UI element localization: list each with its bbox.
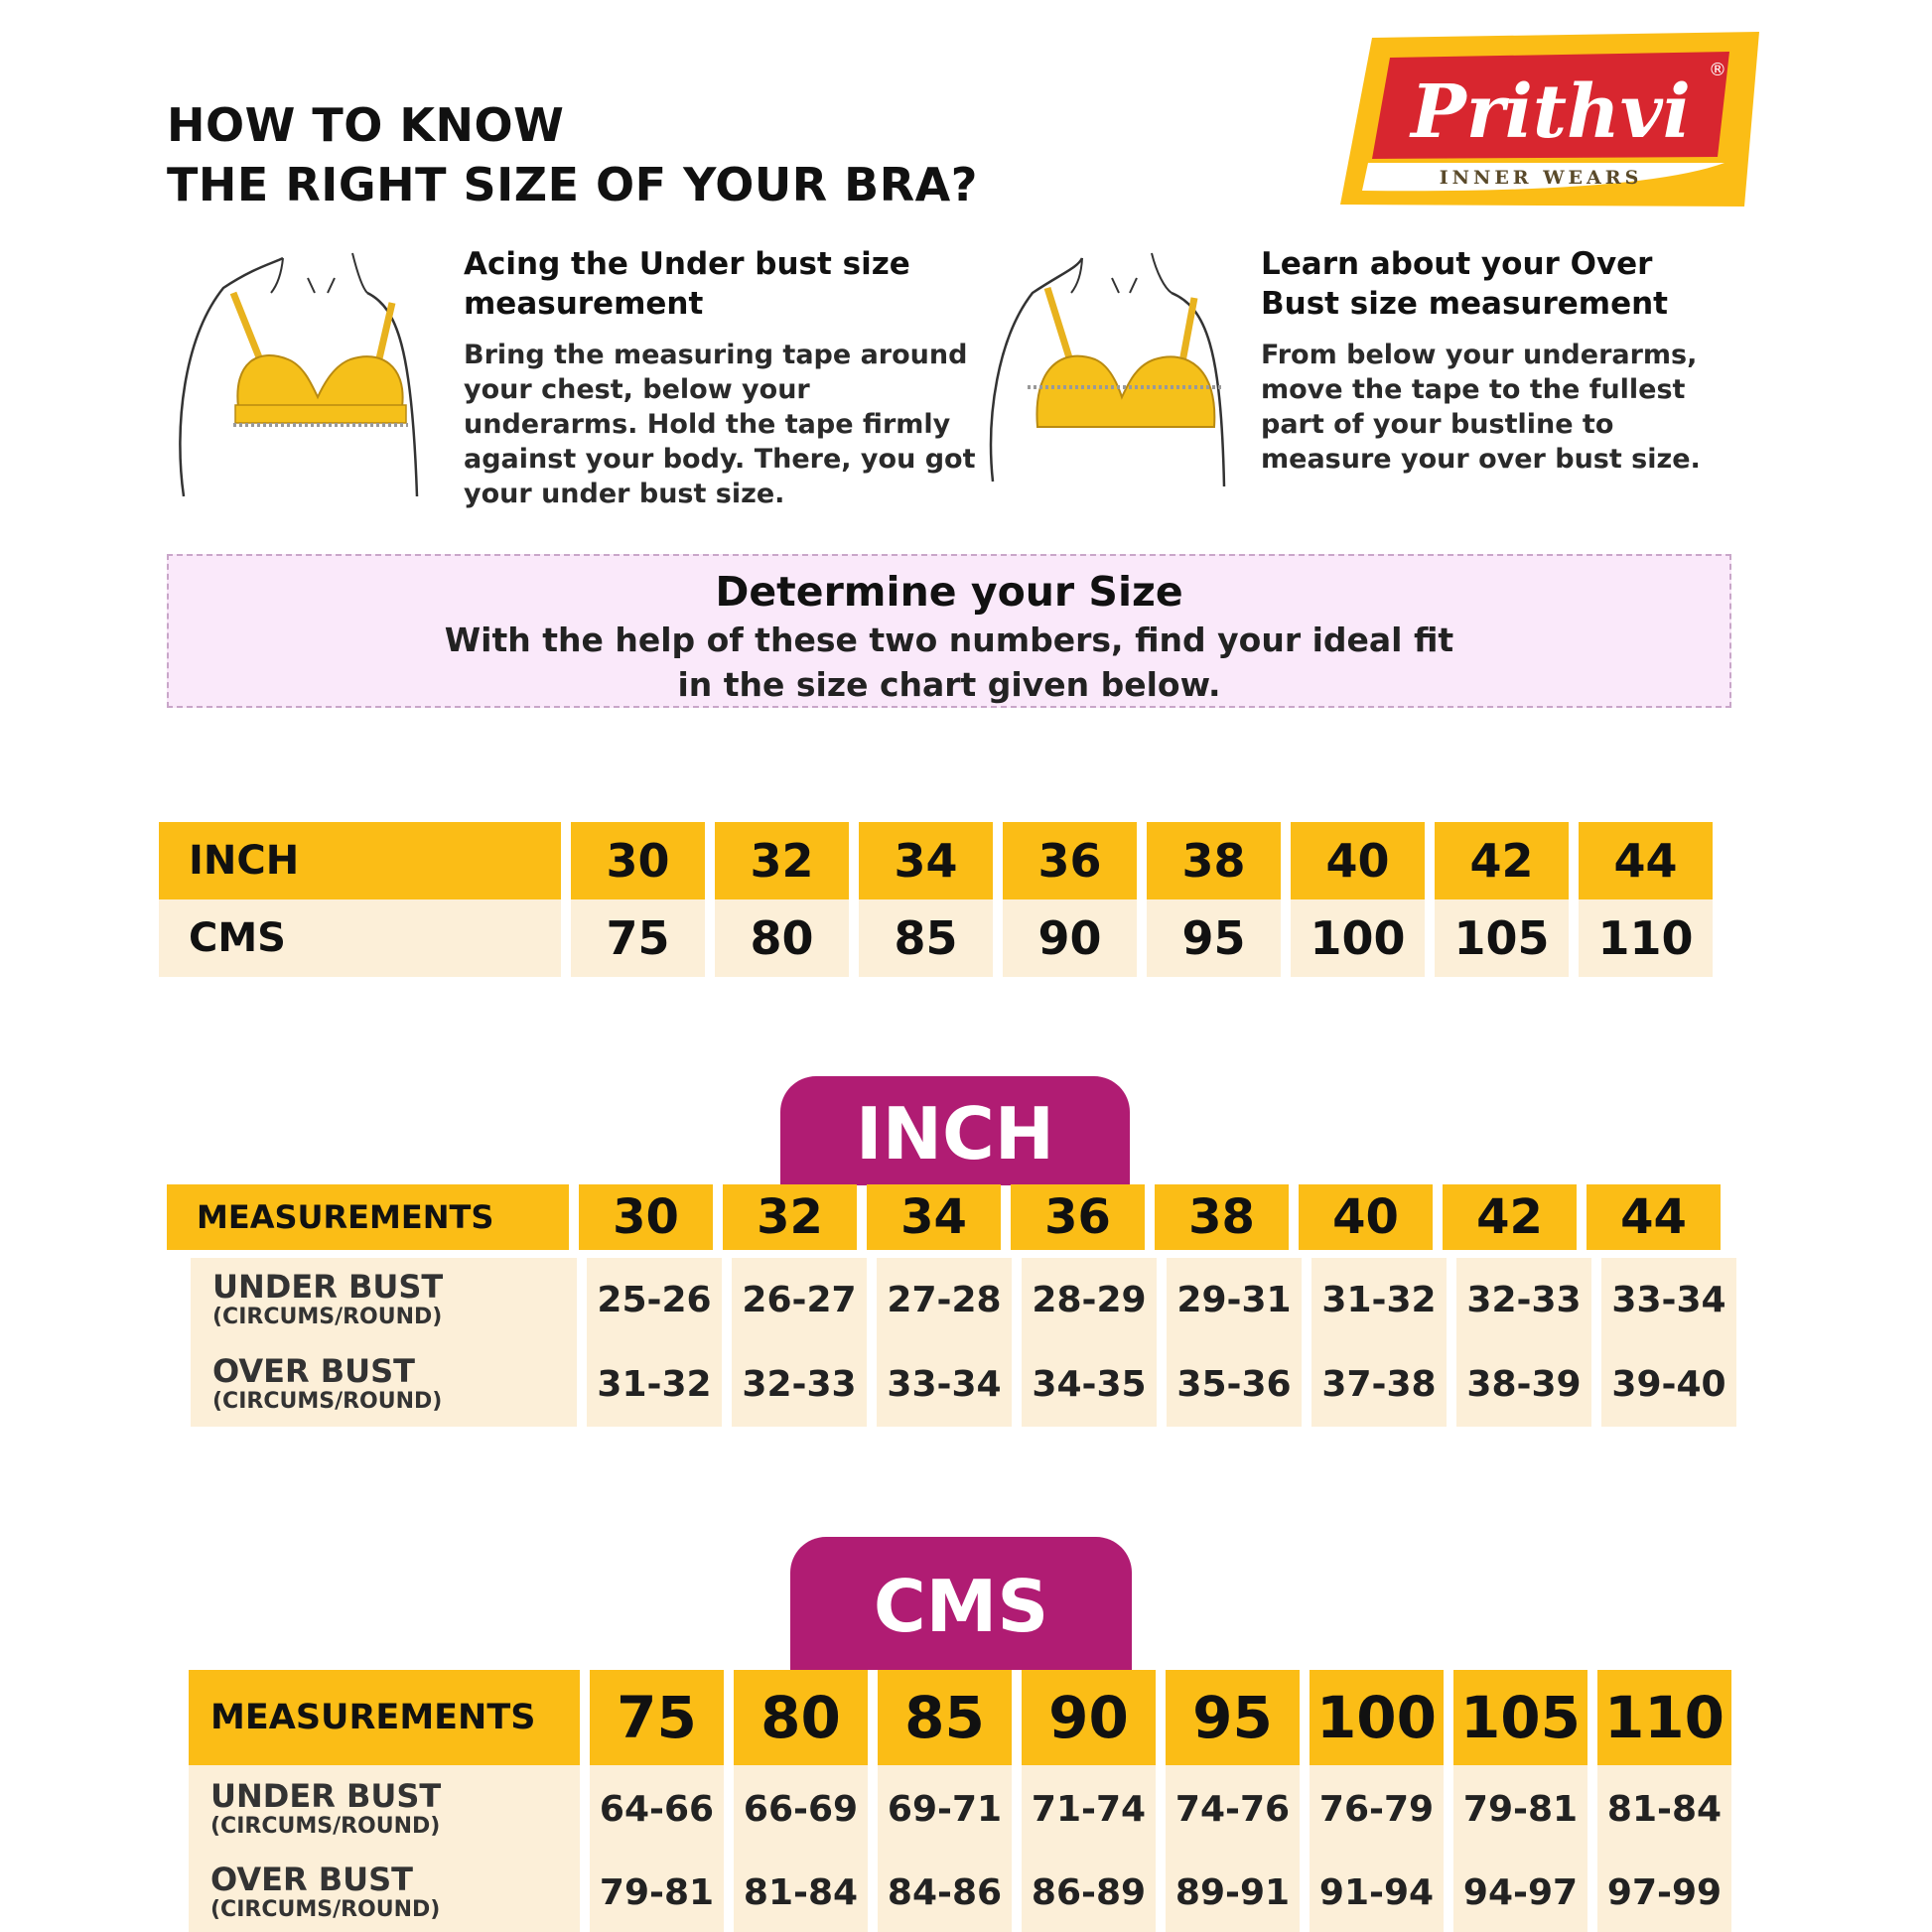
conversion-cms-cell: 90 <box>1003 899 1137 977</box>
cms-over-bust-label-main: OVER BUST <box>210 1861 413 1898</box>
conversion-cms-cell: 80 <box>715 899 849 977</box>
conversion-inch-cell: 44 <box>1579 822 1713 899</box>
inch-under-bust-label-main: UNDER BUST <box>212 1268 444 1306</box>
inch-under-bust-label <box>191 1258 577 1341</box>
conversion-inch-cell: 42 <box>1435 822 1569 899</box>
over-bust-body: From below your underarms, move the tape to the fullest part of your bustline to measure your over bust size. <box>1261 340 1701 475</box>
inch-cms-conversion-table <box>159 822 1747 977</box>
conversion-cms-cell: 95 <box>1147 899 1281 977</box>
cms-over-bust-cell: 91-94 <box>1310 1853 1444 1932</box>
inch-over-bust-cell: 31-32 <box>587 1341 722 1427</box>
cms-under-bust-cell: 71-74 <box>1022 1765 1156 1853</box>
inch-over-bust-cell: 32-33 <box>732 1341 867 1427</box>
cms-under-bust-label-sub: (CIRCUMS/ROUND) <box>210 1814 441 1839</box>
determine-line-2: in the size chart given below. <box>677 665 1221 704</box>
inch-over-bust-row <box>191 1341 1755 1427</box>
cms-table-size-cell: 110 <box>1597 1670 1731 1765</box>
cms-over-bust-label-sub: (CIRCUMS/ROUND) <box>210 1897 441 1922</box>
cms-table-tab: CMS <box>790 1537 1132 1670</box>
inch-under-bust-cell: 26-27 <box>732 1258 867 1341</box>
cms-under-bust-cell: 66-69 <box>734 1765 868 1853</box>
cms-over-bust-cell: 81-84 <box>734 1853 868 1932</box>
cms-table-size-cell: 90 <box>1022 1670 1156 1765</box>
inch-table-size-cell: 42 <box>1443 1184 1577 1250</box>
cms-over-bust-cell: 84-86 <box>878 1853 1012 1932</box>
inch-under-bust-cell: 32-33 <box>1456 1258 1591 1341</box>
cms-over-bust-row <box>189 1853 1777 1932</box>
inch-under-bust-cell: 29-31 <box>1167 1258 1302 1341</box>
inch-under-bust-cell: 27-28 <box>877 1258 1012 1341</box>
inch-under-bust-label-sub: (CIRCUMS/ROUND) <box>212 1305 443 1329</box>
determine-line-1: With the help of these two numbers, find your ideal fit <box>444 621 1454 659</box>
inch-over-bust-cell: 35-36 <box>1167 1341 1302 1427</box>
conversion-inch-row <box>159 822 1747 899</box>
under-bust-heading: Acing the Under bust size measurement <box>464 246 910 322</box>
conversion-inch-cell: 36 <box>1003 822 1137 899</box>
cms-under-bust-cell: 64-66 <box>590 1765 724 1853</box>
conversion-cms-label: CMS <box>159 899 561 977</box>
cms-under-bust-cell: 81-84 <box>1597 1765 1731 1853</box>
title-line-1: HOW TO KNOW <box>167 98 565 152</box>
determine-title: Determine your Size <box>715 568 1183 616</box>
logo-tagline: INNER WEARS <box>1439 167 1643 189</box>
conversion-inch-cell: 40 <box>1291 822 1425 899</box>
title-line-2: THE RIGHT SIZE OF YOUR BRA? <box>167 158 978 211</box>
inch-table-size-cell: 38 <box>1155 1184 1289 1250</box>
cms-over-bust-cell: 89-91 <box>1166 1853 1300 1932</box>
cms-under-bust-cell: 79-81 <box>1453 1765 1587 1853</box>
over-bust-illustration <box>978 248 1246 506</box>
conversion-cms-cell: 100 <box>1291 899 1425 977</box>
under-bust-instructions <box>464 244 980 511</box>
cms-table-size-cell: 100 <box>1310 1670 1444 1765</box>
conversion-cms-cell: 105 <box>1435 899 1569 977</box>
cms-table-size-cell: 105 <box>1453 1670 1587 1765</box>
inch-over-bust-cell: 33-34 <box>877 1341 1012 1427</box>
inch-under-bust-cell: 33-34 <box>1601 1258 1736 1341</box>
inch-table-tab: INCH <box>780 1076 1130 1185</box>
inch-table-header-label: MEASUREMENTS <box>167 1184 569 1250</box>
inch-under-bust-cell: 31-32 <box>1311 1258 1447 1341</box>
conversion-inch-cell: 30 <box>571 822 705 899</box>
inch-table-size-cell: 34 <box>867 1184 1001 1250</box>
inch-table-size-cell: 36 <box>1011 1184 1145 1250</box>
inch-under-bust-row <box>191 1250 1755 1341</box>
inch-under-bust-cell: 28-29 <box>1022 1258 1157 1341</box>
inch-table-size-cell: 40 <box>1299 1184 1433 1250</box>
cms-under-bust-cell: 69-71 <box>878 1765 1012 1853</box>
conversion-inch-cell: 38 <box>1147 822 1281 899</box>
conversion-inch-cell: 32 <box>715 822 849 899</box>
conversion-cms-row <box>159 899 1747 977</box>
cms-under-bust-row <box>189 1765 1777 1853</box>
cms-under-bust-label <box>189 1765 580 1853</box>
inch-table-header-row <box>167 1184 1755 1250</box>
cms-size-table <box>189 1670 1777 1932</box>
determine-size-box <box>167 554 1731 708</box>
inch-over-bust-cell: 34-35 <box>1022 1341 1157 1427</box>
conversion-inch-label: INCH <box>159 822 561 899</box>
over-bust-heading: Learn about your Over Bust size measurement <box>1261 246 1668 322</box>
cms-table-size-cell: 80 <box>734 1670 868 1765</box>
inch-over-bust-cell: 39-40 <box>1601 1341 1736 1427</box>
inch-table-size-cell: 44 <box>1587 1184 1721 1250</box>
cms-over-bust-cell: 97-99 <box>1597 1853 1731 1932</box>
inch-table-size-cell: 32 <box>723 1184 857 1250</box>
page-title <box>167 95 978 214</box>
cms-table-size-cell: 95 <box>1166 1670 1300 1765</box>
logo-brand-text: Prithvi <box>1411 69 1691 155</box>
conversion-cms-cell: 75 <box>571 899 705 977</box>
prithvi-logo <box>1332 30 1769 208</box>
cms-table-header-label: MEASUREMENTS <box>189 1670 580 1765</box>
inch-over-bust-cell: 38-39 <box>1456 1341 1591 1427</box>
inch-over-bust-cell: 37-38 <box>1311 1341 1447 1427</box>
cms-table-size-cell: 75 <box>590 1670 724 1765</box>
cms-over-bust-label <box>189 1853 580 1932</box>
cms-under-bust-cell: 74-76 <box>1166 1765 1300 1853</box>
logo-registered-mark: ® <box>1709 60 1726 80</box>
inch-over-bust-label-sub: (CIRCUMS/ROUND) <box>212 1389 443 1414</box>
cms-under-bust-label-main: UNDER BUST <box>210 1777 442 1815</box>
cms-table-header-row <box>189 1670 1777 1765</box>
inch-under-bust-cell: 25-26 <box>587 1258 722 1341</box>
under-bust-body: Bring the measuring tape around your chest, below your underarms. Hold the tape firmly against your body. There, you got your under bust size. <box>464 340 976 509</box>
cms-over-bust-cell: 79-81 <box>590 1853 724 1932</box>
over-bust-instructions <box>1261 244 1737 477</box>
inch-table-size-cell: 30 <box>579 1184 713 1250</box>
inch-over-bust-label <box>191 1341 577 1427</box>
conversion-cms-cell: 85 <box>859 899 993 977</box>
cms-over-bust-cell: 86-89 <box>1022 1853 1156 1932</box>
cms-over-bust-cell: 94-97 <box>1453 1853 1587 1932</box>
inch-size-table <box>167 1184 1755 1427</box>
inch-over-bust-label-main: OVER BUST <box>212 1352 415 1390</box>
under-bust-illustration <box>164 248 432 506</box>
cms-under-bust-cell: 76-79 <box>1310 1765 1444 1853</box>
conversion-cms-cell: 110 <box>1579 899 1713 977</box>
cms-table-size-cell: 85 <box>878 1670 1012 1765</box>
conversion-inch-cell: 34 <box>859 822 993 899</box>
